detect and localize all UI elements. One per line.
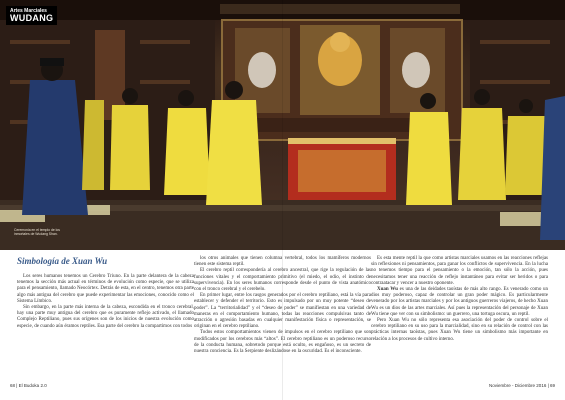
photo-caption: Ceremonia en el templo de los inmortales de Wudang Shan. [14, 228, 60, 236]
paragraph: Sin embargo, en la parte más interna de la cabeza, escondida en el tronco cerebral, hay una parte muy antigua del cerebro que es puramente reflejo activado, el llamado Complejo Reptiliano, pues sus orígenes son de los inicios de nuestra evolución como especie, de cuando aún éramos reptiles. Esa parte del cerebro la compartimos con todos [17, 305, 194, 329]
column-1 [17, 256, 194, 330]
column-2 [194, 256, 371, 355]
column-3 [371, 256, 548, 343]
footer-left: 68 | El Budoka 2.0 [10, 383, 47, 388]
paragraph: los otros animales que tienen columna vertebral, todos los mamíferos modernos tienen este sistema reptil. [194, 256, 371, 268]
paragraph: Los seres humanos tenemos un Cerebro Triuno. En la parte delantera de la cabeza tenemos la sección más actual en términos de evolución como especie, que se utiliza para el pensamiento, llamado Neocórtex. Detrás de esta, en el centro, tenemos otra parte algo más antigua del cerebro que puede experimentar las emociones, conocido como el Sistema Límbico. [17, 274, 194, 304]
section-tag-small: Artes Marciales [10, 8, 47, 14]
footer-right: Noviembre - Diciembre 2016 | 69 [489, 383, 555, 388]
paragraph: En primer lugar, entre los rasgos generados por el cerebro reptiliano, está la vía para establecer y defender el territorio. Esto es impulsado por un muy potente “deseo de poder”. La “territorialidad” y el “deseo de poder” se manifiestan en una variedad de maneras en el comportamiento humano, todas las reacciones compulsivas tanto de atracción o agresión basadas en cualquier manifestación física o representación, se originan en el cerebro reptiliano. [194, 293, 371, 330]
page-footer [0, 383, 565, 393]
article-heading: Simbología de Xuan Wu [17, 256, 108, 266]
paragraph-rest: es una de las deidades taoístas de más alto rango. Es venerado como un dios muy poderoso, capaz de controlar un gran poder mágico. Es particularmente venerado por los artistas marciales y por los antiguos guerreros viajeros, de hecho Xuan Wu es un dios de las artes marciales. Así pues la representación del personaje de Xuan Wu tiene que ver con su simbolismo: un guerrero, una tortuga oscura, un reptil. [371, 287, 549, 317]
paragraph: El cerebro reptil correspondería al cerebro ancestral, que rige la regulación de las funciones vitales y el comportamiento primitivo (el miedo, el odio, el instinto de supervivencia). En los seres humanos corresponde desde el punto de vista anatómico con el tronco cerebral y el cerebelo. [194, 268, 371, 293]
paragraph [371, 287, 548, 318]
paragraph: Todos estos comportamientos vienen de impulsos en el cerebro reptiliano que son modificados por los cerebros más “altos”. El cerebro reptiliano es un poderoso recurso de la conducta humana, sobretodo porque está oculto, es engañoso, es un secreto de nuestra conciencia. Es la Serpiente deslizándose en la oscuridad. Es el inconsciente. [194, 330, 371, 355]
section-tag [6, 6, 57, 25]
section-tag-title: WUDANG [10, 13, 54, 23]
paragraph: Pero Xuan Wu no sólo representa esa asociación del poder de control sobre el cerebro reptiliano en su uso para la marcialidad, sino en su relación de control con las prácticas internas taoístas, pues Xuan Wu tiene un simbolismo más importante en relación a los procesos de cultivo interno. [371, 318, 548, 342]
paragraph: Es esta mente reptil la que como artistas marciales usamos en las reacciones reflejas sin reflexiones ni pensamientos, para ganar los conflictos de supervivencia. En la lucha no tenemos tiempo para el pensamiento o la emoción, tan sólo la acción, pues necesitamos tener una reacción de reflejo instantáneo para evitar ser heridos o para contraatacar y vencer a nuestro oponente. [371, 256, 548, 286]
xuan-wu-bold: Xuan Wu [377, 287, 398, 293]
